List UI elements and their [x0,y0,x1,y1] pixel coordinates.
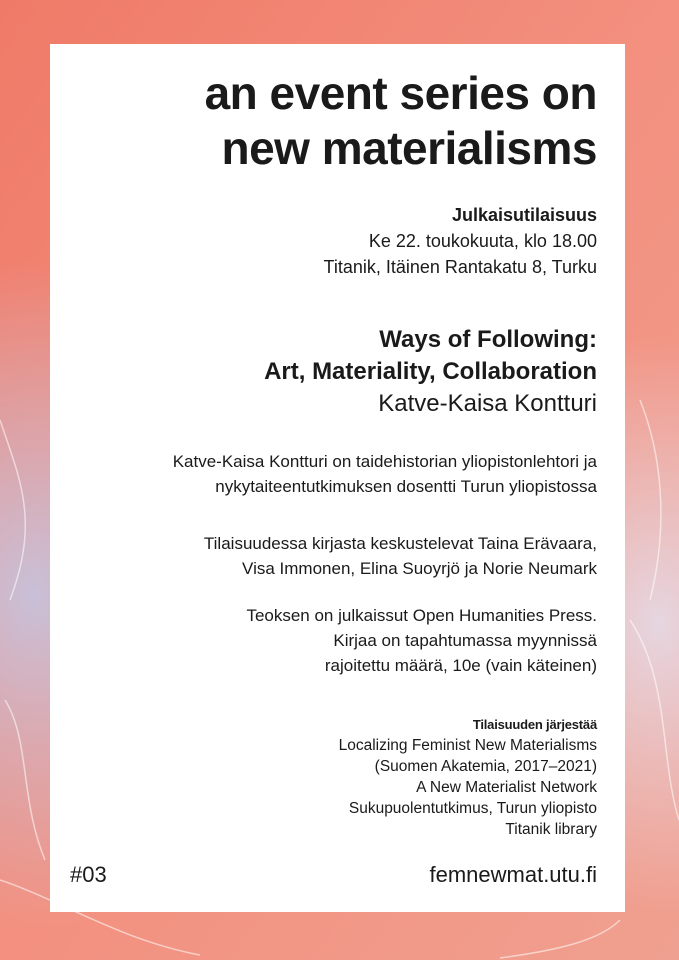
author-bio-line: Katve-Kaisa Kontturi on taidehistorian yliopistonlehtori ja [172,452,597,471]
organizer-item: A New Materialist Network [416,779,597,796]
book-info [264,324,597,420]
organizers [339,714,597,840]
poster-card [50,44,625,912]
publisher-line: Teoksen on julkaissut Open Humanities Press. [246,606,597,625]
event-info [324,202,597,280]
organizer-item: Sukupuolentutkimus, Turun yliopisto [348,800,597,817]
organizer-item: (Suomen Akatemia, 2017–2021) [374,758,597,775]
book-title-line: Ways of Following: [379,326,597,353]
organizer-item: Titanik library [505,821,597,838]
book-author: Katve-Kaisa Kontturi [378,390,597,417]
event-place: Titanik, Itäinen Rantakatu 8, Turku [323,257,597,277]
organizers-label: Tilaisuuden järjestää [472,717,597,732]
author-bio [173,449,597,499]
series-title [205,66,597,176]
organizer-item: Localizing Feminist New Materialisms [338,737,597,754]
discussion-info [204,531,597,581]
website-link[interactable]: femnewmat.utu.fi [429,862,597,887]
book-title-line: Art, Materiality, Collaboration [264,358,597,385]
publisher-info [246,603,597,678]
discussion-line: Tilaisuudessa kirjasta keskustelevat Taina Erävaara, [203,534,597,553]
publisher-line: rajoitettu määrä, 10e (vain käteinen) [324,656,597,675]
author-bio-line: nykytaiteentutkimuksen dosentti Turun yliopistossa [215,477,597,496]
event-date: Ke 22. toukokuuta, klo 18.00 [368,231,597,251]
publisher-line: Kirjaa on tapahtumassa myynnissä [333,631,597,650]
event-number: #03 [70,862,107,887]
series-title-line: new materialisms [221,122,597,174]
discussion-line: Visa Immonen, Elina Suoyrjö ja Norie Neumark [242,559,597,578]
event-label: Julkaisutilaisuus [451,205,597,225]
series-title-line: an event series on [204,67,597,119]
